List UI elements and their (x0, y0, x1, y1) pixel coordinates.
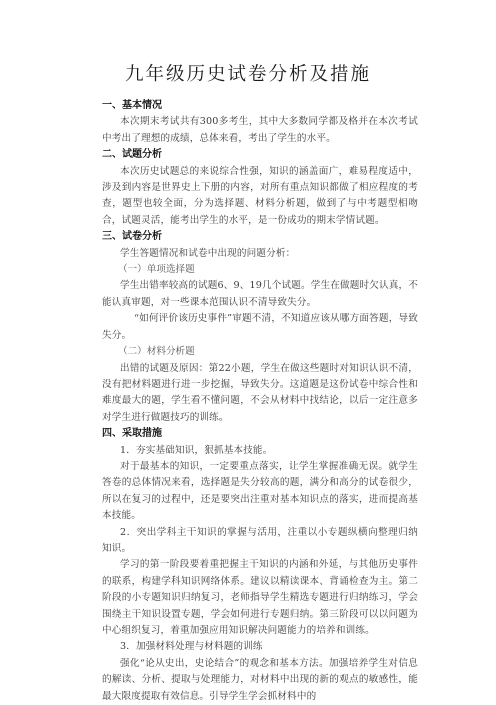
document-body (102, 98, 418, 705)
section-heading-measures: 四、采取措施 (102, 428, 162, 440)
subheading-material: （二）材料分析题 (118, 346, 195, 358)
paragraph: 对于最基本的知识，一定要重点落实，让学生掌握准确无误。就学生答卷的总体情况来看，选择题是失分较高的题，满分和高分的试卷很少，所以在复习的过程中，还是要突出注重对基本知识点的落实，进而提高基本技能。 (102, 460, 418, 522)
subheading-choice: （一）单项选择题 (118, 264, 195, 276)
measure-item: 3．加强材料处理与材料题的训练 (120, 641, 263, 653)
section-heading-paper: 三、试卷分析 (102, 231, 162, 243)
paragraph: 学生答题情况和试卷中出现的问题分析： (120, 247, 296, 259)
paragraph: 本次期末考试共有300多考生，其中大多数同学都及格并在本次考试中考出了理想的成绩，总体来看，考出了学生的水平。 (102, 116, 418, 144)
section-heading-questions: 二、试题分析 (102, 149, 162, 161)
paragraph: “如何评价该历史事件”审题不清，不知道应该从哪方面答题，导致失分。 (102, 313, 418, 341)
measure-item: 1．夯实基础知识，狠抓基本技能。 (120, 444, 273, 456)
document-title: 九年级历史试卷分析及措施 (124, 64, 371, 85)
section-heading-basic: 一、基本情况 (102, 100, 162, 111)
paragraph: 出错的试题及原因：第22小题，学生在做这些题时对知识认识不清，没有把材料题进行进一步挖掘，导致失分。这道题是这份试卷中综合性和难度最大的题，学生看不懂问题，不会从材料中找结论，以后一定注意多对学生进行做题技巧的训练。 (102, 362, 418, 423)
paragraph: 本次历史试题总的来说综合性强，知识的涵盖面广，难易程度适中，涉及到内容是世界史上下册的内容，对所有重点知识都做了相应程度的考查，题型也较全面，分为选择题、材料分析题，做到了与中考题型相吻合，试题灵活，能考出学生的水平，是一份成功的期末学情试题。 (102, 165, 418, 226)
paragraph: 学生出错率较高的试题6、9、19几个试题。学生在做题时欠认真，不能认真审题，对一些课本范围认识不清导致失分。 (102, 280, 418, 308)
measure-item: 2．突出学科主干知识的掌握与活用，注重以小专题纵横向整理归纳知识。 (102, 526, 418, 554)
paragraph: 学习的第一阶段要着重把握主干知识的内涵和外延，与其他历史事件的联系，构建学科知识网络体系。建议以精读课本、背诵检查为主。第二阶段的小专题知识归纳复习，老师指导学生精选专题进行归纳练习，学会围绕主干知识设置专题，学会如何进行专题归纳。第三阶段可以以问题为中心组织复习，着重加强应用知识解决问题能力的培养和训练。 (102, 559, 418, 636)
paragraph: 强化“论从史出，史论结合”的观念和基本方法。加强培养学生对信息的解读、分析、提取与处理能力，对材料中出现的新的观点的敏感性，能最大限度提取有效信息。引导学生学会抓材料中的 (102, 657, 418, 702)
